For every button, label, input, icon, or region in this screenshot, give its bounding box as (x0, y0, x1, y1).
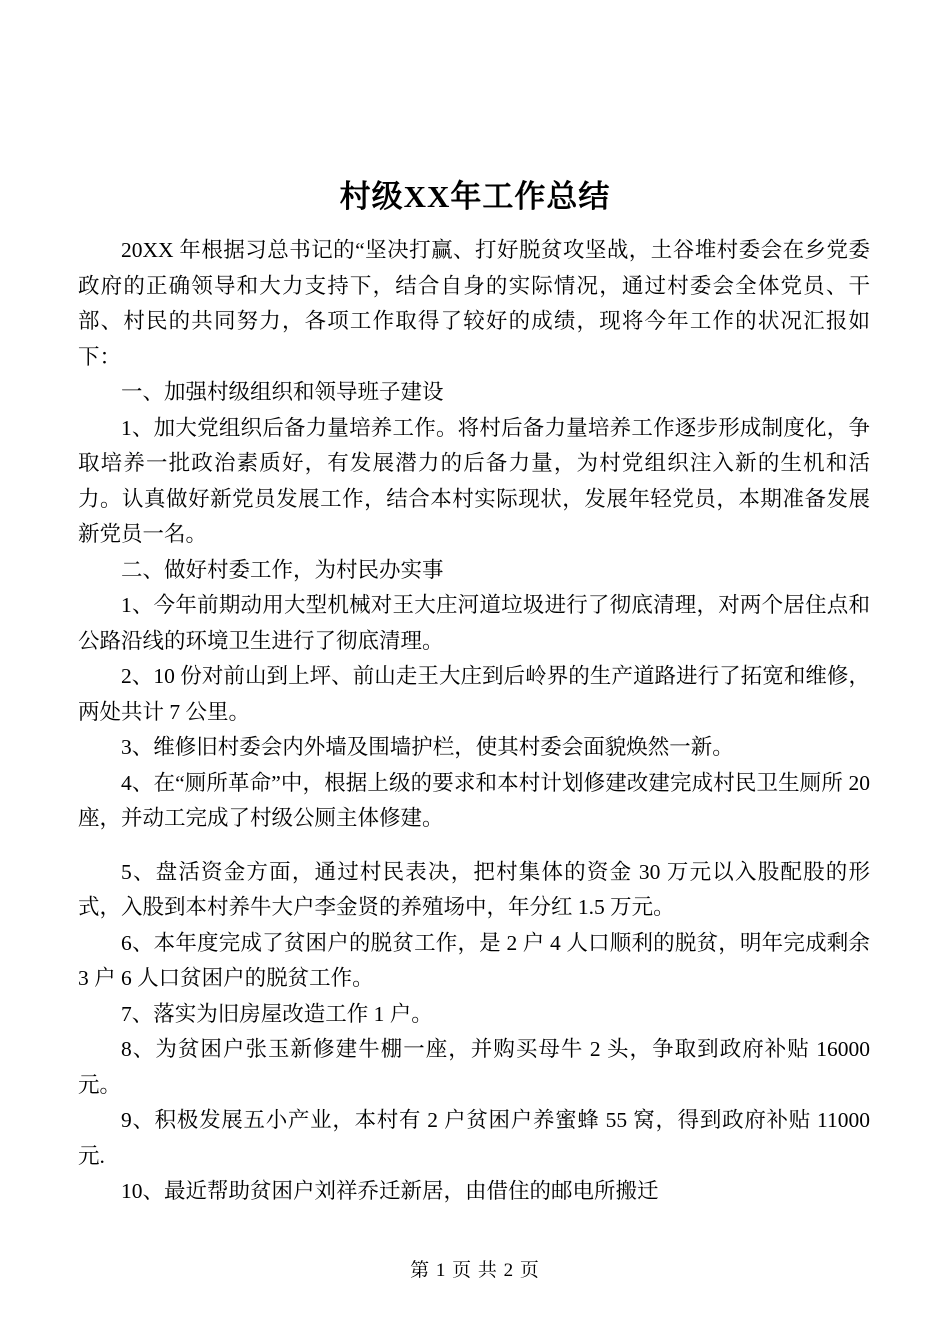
paragraph: 4、在“厕所革命”中，根据上级的要求和本村计划修建改建完成村民卫生厕所 20 座，并动工完成了村级公厕主体修建。 (78, 770, 870, 831)
paragraph: 2、10 份对前山到上坪、前山走王大庄到后岭界的生产道路进行了拓宽和维修，两处共计 7 公里。 (78, 664, 870, 724)
paragraph: 5、盘活资金方面，通过村民表决，把村集体的资金 30 万元以入股配股的形式，入股到本村养牛大户李金贤的养殖场中，年分红 1.5 万元。 (78, 859, 870, 920)
paragraph: 一、加强村级组织和领导班子建设 (121, 380, 444, 405)
page-footer: 第 1 页 共 2 页 (410, 1260, 540, 1281)
paragraph: 7、落实为旧房屋改造工作 1 户。 (121, 1001, 433, 1026)
paragraph: 6、本年度完成了贫困户的脱贫工作，是 2 户 4 人口顺利的脱贫，明年完成剩余 3 户 6 人口贫困户的脱贫工作。 (78, 930, 870, 991)
paragraph: 1、加大党组织后备力量培养工作。将村后备力量培养工作逐步形成制度化，争取培养一批政治素质好，有发展潜力的后备力量，为村党组织注入新的生机和活力。认真做好新党员发展工作，结合本村实际现状，发展年轻党员，本期准备发展新党员一名。 (78, 415, 870, 547)
paragraph: 10、最近帮助贫困户刘祥乔迁新居，由借住的邮电所搬迁 (121, 1179, 659, 1204)
paragraph: 9、积极发展五小产业，本村有 2 户贫困户养蜜蜂 55 窝，得到政府补贴 11000 元. (78, 1108, 870, 1168)
paragraph: 1、今年前期动用大型机械对王大庄河道垃圾进行了彻底清理，对两个居住点和公路沿线的环境卫生进行了彻底清理。 (78, 593, 870, 653)
paragraph: 二、做好村委工作，为村民办实事 (121, 557, 444, 582)
page-title: 村级XX年工作总结 (339, 179, 611, 214)
document-body (0, 215, 950, 1210)
paragraph: 20XX 年根据习总书记的“坚决打赢、打好脱贫攻坚战，土谷堆村委会在乡党委政府的正确领导和大力支持下，结合自身的实际情况，通过村委会全体党员、干部、村民的共同努力，各项工作取得了较好的成绩，现将今年工作的状况汇报如下： (78, 238, 870, 369)
paragraph: 3、维修旧村委会内外墙及围墙护栏，使其村委会面貌焕然一新。 (121, 735, 734, 760)
paragraph: 8、为贫困户张玉新修建牛棚一座，并购买母牛 2 头，争取到政府补贴 16000 元。 (78, 1037, 870, 1097)
